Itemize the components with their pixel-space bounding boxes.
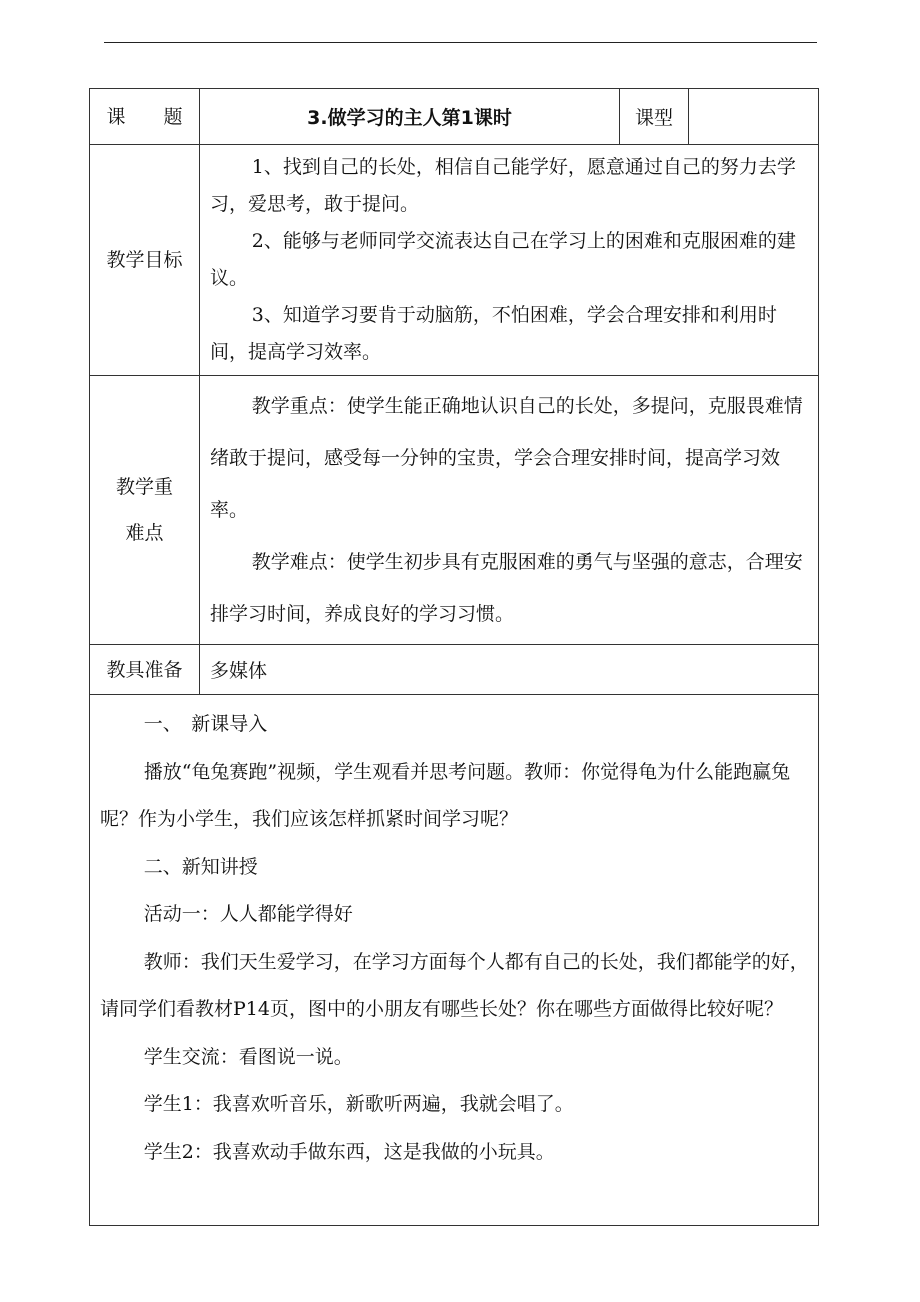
process-row xyxy=(90,695,819,1226)
process-paragraph: 学生1：我喜欢听音乐，新歌听两遍，我就会唱了。 xyxy=(143,1093,574,1115)
process-activity: 活动一：人人都能学得好 xyxy=(143,903,353,925)
process-heading: 一、 新课导入 xyxy=(143,713,268,735)
objectives-content xyxy=(200,145,819,376)
objectives-row xyxy=(90,145,819,376)
objectives-label: 教学目标 xyxy=(90,145,200,376)
key-points-row xyxy=(90,376,819,645)
process-paragraph: 学生2：我喜欢动手做东西，这是我做的小玩具。 xyxy=(143,1140,555,1163)
objective-item: 3、知道学习要肯于动脑筋，不怕困难，学会合理安排和利用时间，提高学习效率。 xyxy=(210,304,777,363)
key-points-label xyxy=(90,376,200,645)
objective-item: 1、找到自己的长处，相信自己能学好，愿意通过自己的努力去学习，爱思考，敢于提问。 xyxy=(210,156,796,215)
type-value xyxy=(689,89,819,145)
teaching-process xyxy=(90,695,819,1226)
type-label: 课型 xyxy=(620,89,689,145)
subject-label: 课 题 xyxy=(90,89,200,145)
objective-item: 2、能够与老师同学交流表达自己在学习上的困难和克服困难的建议。 xyxy=(210,230,796,289)
tools-row xyxy=(90,645,819,695)
teaching-difficulty: 教学难点：使学生初步具有克服困难的勇气与坚强的意志，合理安排学习时间，养成良好的学习习惯。 xyxy=(210,551,803,625)
process-paragraph: 教师：我们天生爱学习，在学习方面每个人都有自己的长处，我们都能学的好，请同学们看教材P14页，图中的小朋友有哪些长处？你在哪些方面做得比较好呢？ xyxy=(100,950,809,1020)
header-rule xyxy=(104,42,817,43)
process-paragraph: 播放“龟兔赛跑”视频，学生观看并思考问题。教师：你觉得龟为什么能跑赢兔呢？作为小学生，我们应该怎样抓紧时间学习呢？ xyxy=(100,760,791,830)
lesson-plan-table xyxy=(89,88,819,1226)
process-paragraph: 学生交流：看图说一说。 xyxy=(143,1045,353,1068)
teaching-focus: 教学重点：使学生能正确地认识自己的长处，多提问，克服畏难情绪敢于提问，感受每一分钟的宝贵，学会合理安排时间，提高学习效率。 xyxy=(210,395,803,521)
process-heading: 二、新知讲授 xyxy=(143,855,258,878)
key-points-content xyxy=(200,376,819,645)
title-row xyxy=(90,89,819,145)
tools-label: 教具准备 xyxy=(90,645,200,695)
key-points-label-line2: 难点 xyxy=(125,522,164,544)
lesson-title: 3.做学习的主人第1课时 xyxy=(200,89,620,145)
tools-value: 多媒体 xyxy=(200,645,819,695)
key-points-label-line1: 教学重 xyxy=(115,476,173,498)
